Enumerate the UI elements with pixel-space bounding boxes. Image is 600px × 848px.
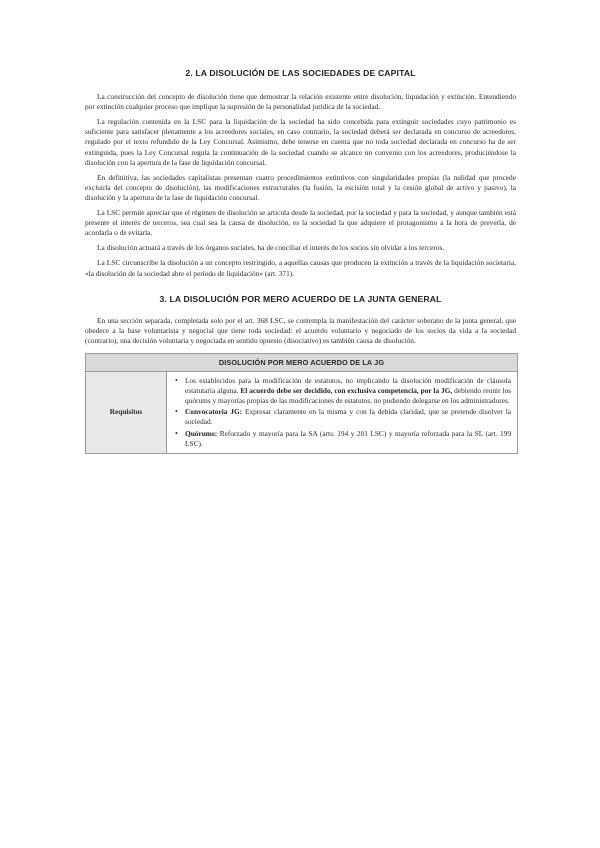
section-2-paragraph-6: La LSC circunscribe la disolución a un concepto restringido, a aquellas causas que producen la extinción a través de la liquidación societaria, «la disolución de la sociedad abre el período de liquidación» (art. 371). xyxy=(85,258,516,278)
item-bold: El acuerdo debe ser decidido, con exclusiva competencia, por la JG, xyxy=(240,386,453,396)
item-text: Expresar claramente en la misma y con la debida claridad, que se pretende disolver la sociedad. xyxy=(185,407,511,427)
item-text: debiendo reunir los quórums y mayorías propias de las modificaciones de estatutos, no pudiendo delegarse en los administradores. xyxy=(185,386,511,406)
section-2-paragraph-3: En definitiva, las sociedades capitalistas presentan cuatro procedimientos extintivos con singularidades propias (la nulidad que procede excluirla del concepto de disolución), las modificaciones estructurales (la fusión, la escisión total y la cesión global de activo y pasivo), la disolución y la apertura de la fase de liquidación concursal. xyxy=(85,172,516,202)
section-3-paragraph-1: En una sección separada, completada solo por el art. 368 LSC, se contempla la manifestación del carácter soberano de la junta general, que obedece a la base voluntarista y negocial que tiene toda sociedad: el acuerdo voluntario y negociado de los socios da vida a la sociedad (contrario), una decisión voluntaria y negociada en sentido opuesto (disociativo) es también causa de disolución. xyxy=(85,315,516,345)
section-2-heading: 2. LA DISOLUCIÓN DE LAS SOCIEDADES DE CAPITAL xyxy=(185,68,416,78)
row-label-requisitos: Requisitos xyxy=(86,372,167,453)
section-2-paragraph-5: La disolución actuará a través de los órganos sociales, ha de conciliar el interés de los socios sin olvidar a los terceros. xyxy=(97,243,445,253)
requisitos-list xyxy=(171,376,511,449)
table-header: DISOLUCIÓN POR MERO ACUERDO DE LA JG xyxy=(86,354,517,372)
item-text: Reforzado y mayoría para la SA (arts. 194 y 201 LSC) y mayoría reforzada para la SL (art. 199 LSC). xyxy=(185,428,511,448)
list-item xyxy=(185,376,511,406)
requisitos-cell xyxy=(167,372,517,453)
document-page xyxy=(85,68,516,454)
list-item xyxy=(185,429,511,449)
item-bold: Quórums: xyxy=(185,428,218,438)
list-item xyxy=(185,407,511,427)
table-row xyxy=(86,372,517,453)
section-2-paragraph-2: La regulación contenida en la LSC para la liquidación de la sociedad ha sido concebida para extinguir sociedades cuyo patrimonio es suficiente para satisfacer plenamente a los acreedores sociales, en caso contrario, la sociedad deberá ser declarada en concurso de acreedores, regulado por el texto refundido de la Ley Concursal. Asimismo, debe tenerse en cuenta que no toda sociedad declarada en concurso ha de ser extinguida, pues la Ley Concursal regula la continuación de la sociedad cuando se alcance un convenio con los acreedores, produciéndose la disolución con la apertura de la fase de liquidación concursal. xyxy=(85,117,516,167)
section-2-paragraph-1: La construcción del concepto de disolución tiene que demostrar la relación existente entre disolución, liquidación y extinción. Entendiendo por extinción cualquier proceso que implique la supresión de la personalidad jurídica de la sociedad. xyxy=(85,92,516,112)
item-bold: Convocatoria JG: xyxy=(185,407,243,417)
section-2-paragraph-4: La LSC permite apreciar que el régimen de disolución se articula desde la sociedad, por la sociedad y para la sociedad, y aunque también está presente el interés de terceros, sea cual sea la causa de disolución, es la sociedad la que adquiere el protagonismo a la hora de preverla, de acordarla o de evitarla. xyxy=(85,208,516,238)
item-text: Los establecidos para la modificación de estatutos, no implicando la disolución modificación de cláusula estatutaria alguna. xyxy=(185,376,511,396)
disolucion-table xyxy=(85,353,518,454)
section-3-heading: 3. LA DISOLUCIÓN POR MERO ACUERDO DE LA JUNTA GENERAL xyxy=(159,293,442,304)
